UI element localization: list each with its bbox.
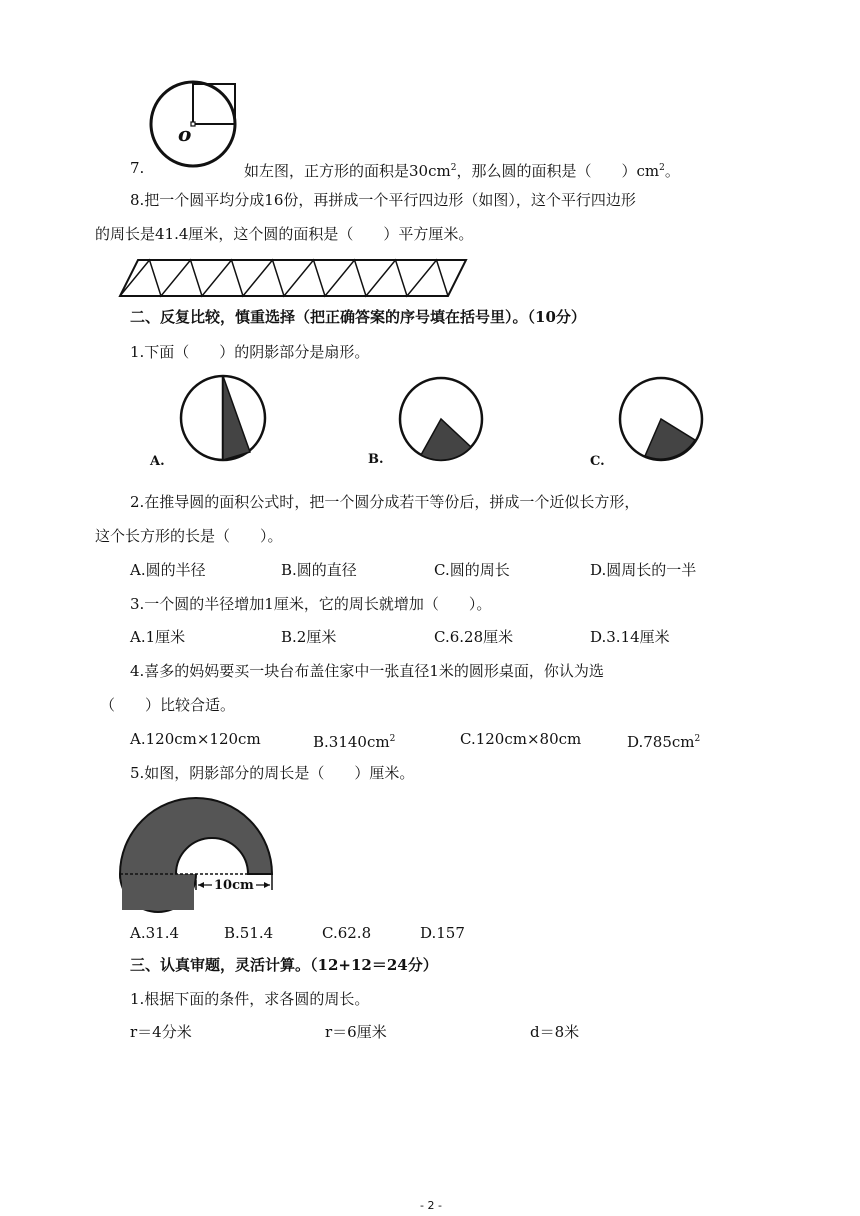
question-8-line1: 8.把一个圆平均分成16份，再拼成一个平行四边形（如图），这个平行四边形	[130, 191, 636, 209]
figure-a-circle	[180, 372, 268, 464]
q7-text-before: 如左图，正方形的面积是30cm	[244, 162, 451, 180]
s2-question-4-line2: （ ）比较合适。	[100, 696, 236, 714]
figure-b-label: B.	[368, 452, 384, 467]
s2-question-1: 1.下面（ ）的阴影部分是扇形。	[130, 343, 370, 361]
shaded-shape-figure	[118, 798, 278, 920]
q7-sup2: 2	[659, 163, 665, 173]
circle-center-label: o	[178, 122, 192, 146]
s2-q2-option-c: C.圆的周长	[434, 561, 510, 579]
s2-q3-option-b: B.2厘米	[281, 628, 337, 646]
s2-q4-option-a: A.120cm×120cm	[130, 730, 261, 748]
s2-q5-option-c: C.62.8	[322, 924, 372, 942]
figure-b-circle	[398, 376, 486, 464]
s2-q3-option-a: A.1厘米	[130, 628, 186, 646]
s2-question-4-line1: 4.喜多的妈妈要买一块台布盖住家中一张直径1米的圆形桌面，你认为选	[130, 662, 604, 680]
s2-q2-option-d: D.圆周长的一半	[590, 561, 697, 579]
q7-text-end: 。	[664, 162, 680, 180]
circle-square-figure	[148, 82, 240, 146]
s2-q4-option-b	[313, 729, 395, 752]
parallelogram-figure	[118, 258, 468, 298]
figure-c-label: C.	[590, 454, 605, 469]
section-3-title: 三、认真审题，灵活计算。（12+12＝24分）	[130, 956, 438, 974]
s2-q4-option-c: C.120cm×80cm	[460, 730, 582, 748]
s2-q4-option-b-sup: 2	[389, 734, 396, 744]
s3-q1-item-1: r＝4分米	[130, 1023, 192, 1041]
s2-q4-option-d-sup: 2	[694, 734, 701, 744]
figure-a-label: A.	[150, 454, 165, 469]
question-7-number: 7.	[130, 159, 145, 177]
s2-q4-option-d-text: D.785cm	[627, 733, 695, 751]
q7-sup: 2	[450, 163, 457, 173]
shaded-shape-dimension-label: 10cm	[214, 878, 254, 893]
s2-q4-option-d	[627, 729, 700, 752]
s2-q4-option-b-text: B.3140cm	[313, 733, 390, 751]
s2-q5-option-b: B.51.4	[224, 924, 274, 942]
question-7-text	[244, 158, 680, 181]
page-number: - 2 -	[420, 1199, 442, 1212]
s2-q3-option-d: D.3.14厘米	[590, 628, 670, 646]
s2-q2-option-a: A.圆的半径	[130, 561, 206, 579]
s3-question-1: 1.根据下面的条件，求各圆的周长。	[130, 990, 370, 1008]
s2-question-3: 3.一个圆的半径增加1厘米，它的周长就增加（ ）。	[130, 595, 492, 613]
s3-q1-item-2: r＝6厘米	[325, 1023, 387, 1041]
s2-question-2-line1: 2.在推导圆的面积公式时，把一个圆分成若干等份后，拼成一个近似长方形，	[130, 493, 640, 511]
q7-text-mid: ，那么圆的面积是（ ）cm	[456, 162, 660, 180]
s2-q5-option-d: D.157	[420, 924, 465, 942]
section-2-title: 二、反复比较，慎重选择（把正确答案的序号填在括号里）。（10分）	[130, 308, 586, 326]
s2-question-2-line2: 这个长方形的长是（ ）。	[95, 527, 283, 545]
s2-q2-option-b: B.圆的直径	[281, 561, 357, 579]
s2-question-5: 5.如图，阴影部分的周长是（ ）厘米。	[130, 764, 415, 782]
question-8-line2: 的周长是41.4厘米，这个圆的面积是（ ）平方厘米。	[95, 225, 474, 243]
s3-q1-item-3: d＝8米	[530, 1023, 580, 1041]
figure-c-circle	[618, 376, 706, 464]
s2-q5-option-a: A.31.4	[130, 924, 179, 942]
s2-q3-option-c: C.6.28厘米	[434, 628, 514, 646]
